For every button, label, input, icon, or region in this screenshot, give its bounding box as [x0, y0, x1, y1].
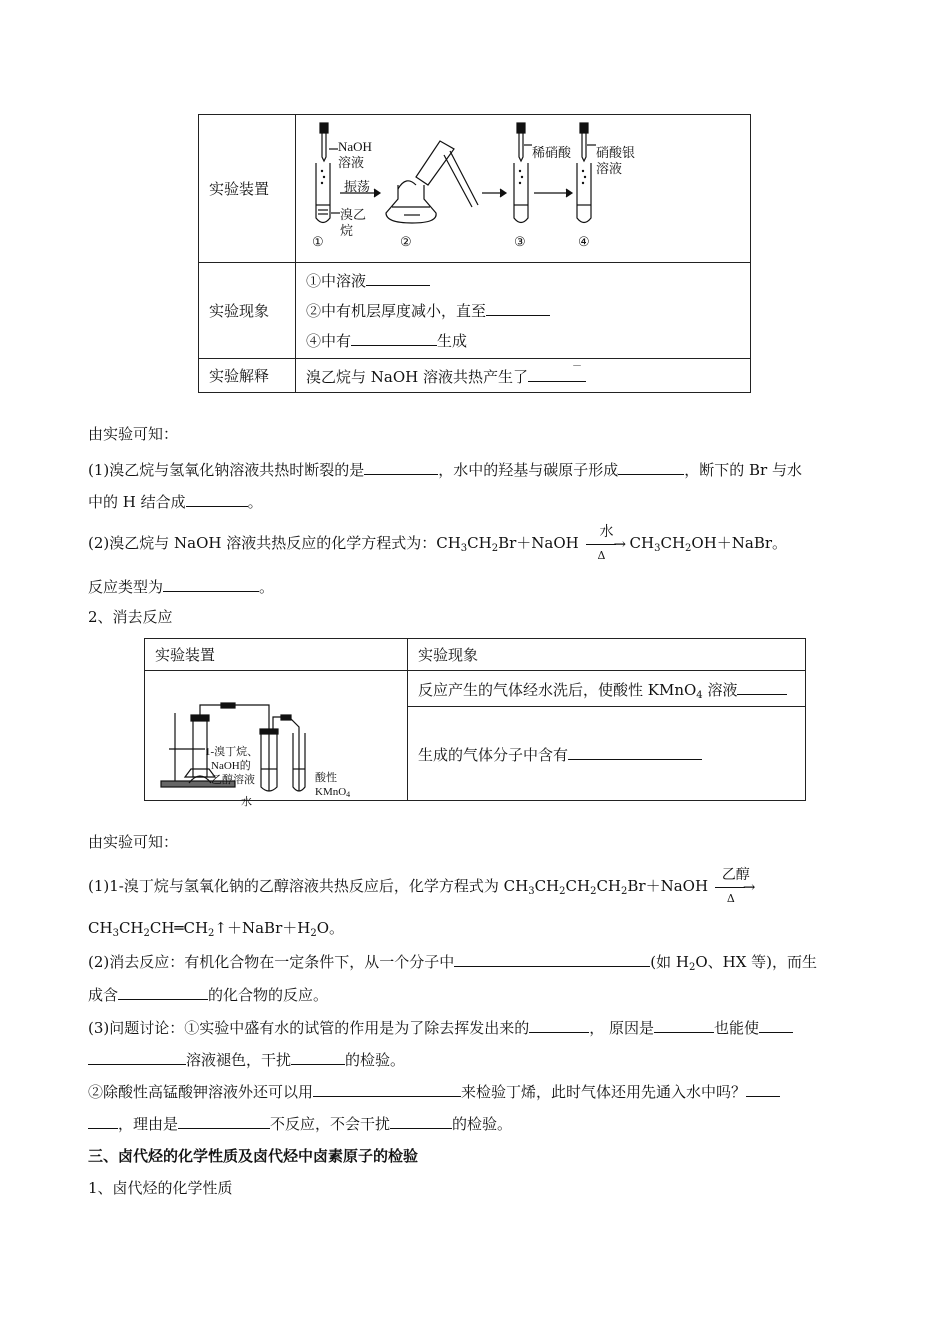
eq1-lhs-1: CH: [436, 534, 461, 552]
sec3-p1-end: Br＋NaOH: [627, 877, 709, 895]
t2-obs-2-text: 生成的气体分子中含有: [418, 745, 569, 764]
sec3-blank-5[interactable]: [759, 1016, 793, 1033]
sec3-sub-a: 3: [528, 886, 535, 897]
obs-3-text-b: 生成: [437, 331, 468, 350]
sec3-blank-2[interactable]: [118, 983, 208, 1000]
eq2-rhs-sub-1: 3: [112, 928, 119, 939]
experiment-table-2: [144, 638, 806, 808]
obs-3-text-a: ④中有: [306, 331, 352, 350]
eq1-rhs-3: OH＋NaBr。: [691, 534, 788, 552]
eq1-sub-3: 3: [460, 543, 468, 554]
obs-2-blank[interactable]: [486, 299, 550, 316]
sec3-p2e: 的化合物的反应。: [208, 986, 329, 1004]
apparatus-figure-cell: [296, 115, 751, 263]
sec3-p2c: O、HX 等)，而生: [695, 953, 818, 971]
apparatus-figure-2: [145, 673, 397, 808]
sec3-p4-line1: [88, 1080, 780, 1102]
eq2-rhs-4: ↑＋NaBr＋H: [214, 919, 311, 937]
label-silver-nitrate: 硝酸银: [596, 145, 636, 160]
sec3-blank-6[interactable]: [88, 1048, 186, 1065]
sec3-intro: 由实验可知：: [88, 833, 179, 851]
t2-obs-1-blank[interactable]: [737, 678, 787, 695]
sec3-blank-4[interactable]: [654, 1016, 714, 1033]
sec1-p1-line2: [88, 490, 263, 512]
sec3-blank-9[interactable]: [746, 1080, 780, 1097]
label-num-4: ④: [578, 234, 590, 249]
explanation-superscript: －: [571, 360, 582, 372]
sec3-p1-mid-3: CH: [596, 877, 622, 895]
sec3-p2-line2: [88, 983, 328, 1005]
sec3-p1-line2: [88, 918, 344, 938]
sec3-p3d: 溶液褪色，干扰: [186, 1051, 292, 1069]
eq2-rhs-3: CH═CH: [149, 919, 209, 937]
eq1-cond-top: 水: [599, 524, 614, 540]
row-label-phenomena: 实验现象: [199, 263, 296, 359]
t2-label-acidic: 酸性: [315, 771, 337, 784]
eq1-rhs-1: CH: [629, 534, 655, 552]
sec3-p3e: 的检验。: [345, 1051, 406, 1069]
t2-obs-1-cell: [408, 671, 806, 707]
t2-label-water: 水: [241, 795, 252, 808]
eq1-lhs-3: Br＋NaOH: [498, 534, 579, 552]
sec3-p2-line1: [88, 950, 817, 972]
sec3-p4a: ②除酸性高锰酸钾溶液外还可以用: [88, 1083, 314, 1101]
eq1-cond-bot: Δ: [597, 549, 606, 562]
t2-obs-2-cell: [408, 707, 806, 801]
t2-label-kmno4: KMnO4: [315, 785, 351, 799]
t2-header-apparatus: 实验装置: [145, 639, 408, 671]
sec3-p3a: (3)问题讨论：①实验中盛有水的试管的作用是为了除去挥发出来的: [88, 1019, 530, 1037]
eq1-arrow: 水 → Δ: [584, 534, 630, 554]
sec3-p4-line2: [88, 1112, 512, 1134]
sec3-p3-line2: [88, 1048, 405, 1070]
label-bromoethane-1: 溴乙: [340, 207, 367, 222]
eq2-rhs-sub-2: 2: [143, 928, 150, 939]
sec1-intro: 由实验可知：: [88, 425, 179, 443]
eq2-rhs-1: CH: [88, 919, 113, 937]
sec3-p4e: 的检验。: [452, 1115, 513, 1133]
sec3-blank-11[interactable]: [178, 1112, 270, 1129]
eq1-rhs-sub-3: 3: [654, 543, 661, 554]
t2-obs-1-sub: 4: [696, 689, 703, 701]
experiment-table-1: [198, 114, 751, 393]
sec2-title: 2、消去反应: [88, 608, 173, 626]
t2-header-phenomena: 实验现象: [408, 639, 806, 671]
label-num-2: ②: [400, 234, 412, 249]
sec3-sub-b: 2: [559, 886, 566, 897]
sec3-p3b: ， 原因是: [589, 1019, 655, 1037]
apparatus-figure-1: [296, 115, 750, 262]
t2-label-1: 1-溴丁烷、: [205, 745, 259, 758]
t2-label-3: 乙醇溶液: [211, 773, 255, 786]
sec3-p1a: (1)1-溴丁烷与氢氧化钠的乙醇溶液共热反应后，化学方程式为 CH: [88, 877, 529, 895]
sec3-blank-3[interactable]: [529, 1016, 589, 1033]
label-dilute-nitric-acid: 稀硝酸: [532, 145, 572, 160]
sec1-p2-line: [88, 524, 788, 562]
eq1-lhs-2: CH: [467, 534, 492, 552]
sec1-p3b: 。: [259, 578, 275, 596]
row-label-apparatus: 实验装置: [199, 115, 296, 263]
label-solution: 溶液: [338, 155, 365, 170]
eq1-sub-2: 2: [491, 543, 499, 554]
sec3-p3c: 也能使: [714, 1019, 760, 1037]
sec3-blank-7[interactable]: [291, 1048, 345, 1065]
eq2-arrow: 乙醇 → Δ: [713, 877, 759, 897]
obs-1-text: ①中溶液: [306, 271, 367, 290]
sec3-p2b: (如 H: [650, 953, 689, 971]
sec3-p4c: ，理由是: [118, 1115, 179, 1133]
sec1-blank-4[interactable]: [163, 575, 259, 592]
t2-obs-1-text: 反应产生的气体经水洗后，使酸性 KMnO: [418, 680, 697, 699]
sec1-p1a: (1)溴乙烷与氢氧化钠溶液共热时断裂的是: [88, 461, 365, 479]
eq2-cond-top: 乙醇: [721, 867, 750, 883]
t2-obs-2-blank[interactable]: [568, 743, 702, 760]
sec3-p1-line1: [88, 867, 759, 905]
row-label-explanation: 实验解释: [199, 359, 296, 393]
eq2-rhs-sub-3: 2: [208, 928, 215, 939]
sec1-blank-2[interactable]: [618, 458, 684, 475]
sec3-sub-c: 2: [590, 886, 597, 897]
sec3-p1-mid-2: CH: [565, 877, 591, 895]
eq2-cond-bot: Δ: [726, 892, 735, 905]
sec3-p2-sub: 2: [688, 962, 696, 973]
sec1-p3-line: [88, 575, 274, 597]
sec1-p1b: ，水中的羟基与碳原子形成: [438, 461, 619, 479]
sec3-blank-10[interactable]: [88, 1112, 118, 1129]
sec3-p4b: 来检验丁烯，此时气体还用先通入水中吗？: [461, 1083, 747, 1101]
sec1-blank-3[interactable]: [186, 490, 248, 507]
section-3-heading: 三、卤代烃的化学性质及卤代烃中卤素原子的检验: [88, 1147, 419, 1165]
eq2-rhs-sub-4: 2: [310, 928, 317, 939]
label-shake: 振荡: [344, 179, 371, 194]
eq2-rhs-5: O。: [316, 919, 345, 937]
label-num-3: ③: [514, 234, 526, 249]
explanation-text: 溴乙烷与 NaOH 溶液共热产生了: [306, 367, 528, 386]
section-3-sub-1: 1、卤代烃的化学性质: [88, 1179, 233, 1197]
phenomena-cell: [296, 263, 751, 359]
explanation-cell: [296, 359, 751, 393]
t2-obs-1-text-b: 溶液: [702, 680, 738, 699]
sec3-p2d: 成含: [88, 986, 119, 1004]
sec1-p2a: (2)溴乙烷与 NaOH 溶液共热反应的化学方程式为：: [88, 534, 437, 552]
label-num-1: ①: [312, 234, 324, 249]
sec1-p1e: 。: [247, 493, 263, 511]
label-naoh: NaOH: [338, 139, 372, 154]
sec1-p1c: ，断下的 Br 与水: [684, 461, 802, 479]
sec3-blank-1[interactable]: [454, 950, 650, 967]
sec3-blank-8[interactable]: [313, 1080, 461, 1097]
eq1-rhs-2: CH: [660, 534, 686, 552]
sec3-p4d: 不反应，不会干扰: [270, 1115, 391, 1133]
sec1-p3a: 反应类型为: [88, 578, 164, 596]
obs-2-text: ②中有机层厚度减小，直至: [306, 301, 487, 320]
obs-3-blank[interactable]: [351, 329, 437, 346]
sec3-blank-12[interactable]: [390, 1112, 452, 1129]
label-bromoethane-2: 烷: [340, 223, 354, 238]
sec3-p1-mid-1: CH: [534, 877, 560, 895]
label-solution-2: 溶液: [596, 161, 623, 176]
eq2-rhs-2: CH: [118, 919, 144, 937]
sec3-p2a: (2)消去反应：有机化合物在一定条件下，从一个分子中: [88, 953, 455, 971]
explanation-blank[interactable]: [528, 360, 586, 382]
sec3-p3-line1: [88, 1016, 793, 1038]
sec1-p1d: 中的 H 结合成: [88, 493, 186, 511]
eq1-rhs-sub-2: 2: [685, 543, 692, 554]
t2-label-2: NaOH的: [211, 759, 251, 772]
sec3-sub-d: 2: [621, 886, 628, 897]
obs-1-blank[interactable]: [366, 269, 430, 286]
sec1-p1-line1: [88, 458, 802, 480]
sec1-blank-1[interactable]: [364, 458, 438, 475]
t2-figure-cell: [145, 671, 408, 808]
